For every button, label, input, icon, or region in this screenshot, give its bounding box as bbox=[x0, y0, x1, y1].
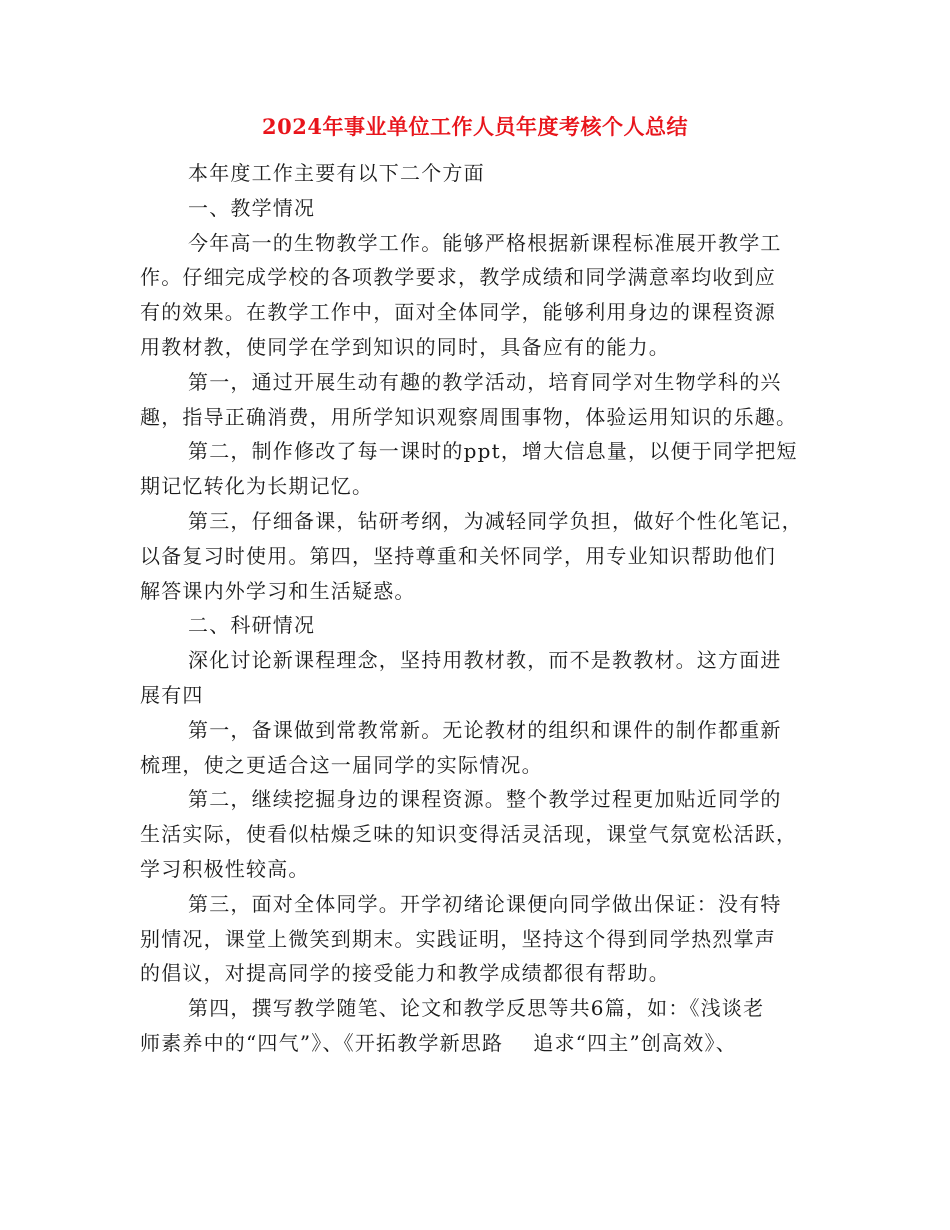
paragraph-line: 一、教学情况 bbox=[188, 195, 316, 220]
paragraph-line: 学习积极性较高。 bbox=[140, 856, 310, 881]
paragraph-line: 第三，仔细备课，钻研考纲，为减轻同学负担，做好个性化笔记， bbox=[188, 508, 803, 533]
paragraph-line-part: 师素养中的“四气”》、《开拓教学新思路 bbox=[140, 1030, 504, 1055]
paragraph-line: 梳理，使之更适合这一届同学的实际情况。 bbox=[140, 752, 543, 777]
paragraph-line: 第一，备课做到常教常新。无论教材的组织和课件的制作都重新 bbox=[188, 717, 782, 742]
paragraph-line: 第二，继续挖掘身边的课程资源。整个教学过程更加贴近同学的 bbox=[188, 787, 782, 812]
paragraph-line-part: 追求“四主”创高效》、 bbox=[533, 1030, 737, 1055]
paragraph-line: 作。仔细完成学校的各项教学要求，教学成绩和同学满意率均收到应 bbox=[140, 265, 776, 290]
paragraph-line: 期记忆转化为长期记忆。 bbox=[140, 474, 374, 499]
paragraph-line: 第一，通过开展生动有趣的教学活动，培育同学对生物学科的兴 bbox=[188, 369, 782, 394]
paragraph-line: 别情况，课堂上微笑到期末。实践证明，坚持这个得到同学热烈掌声 bbox=[140, 926, 776, 951]
paragraph-line: 深化讨论新课程理念，坚持用教材教，而不是教教材。这方面进 bbox=[188, 648, 782, 673]
paragraph-line: 今年高一的生物教学工作。能够严格根据新课程标准展开教学工 bbox=[188, 230, 782, 255]
paragraph-line: 解答课内外学习和生活疑惑。 bbox=[140, 578, 416, 603]
paragraph-line: 第二，制作修改了每一课时的ppt，增大信息量，以便于同学把短 bbox=[188, 439, 798, 464]
document-body bbox=[140, 156, 820, 1061]
paragraph-line: 以备复习时使用。第四，坚持尊重和关怀同学，用专业知识帮助他们 bbox=[140, 543, 776, 568]
paragraph-line: 有的效果。在教学工作中，面对全体同学，能够利用身边的课程资源 bbox=[140, 300, 776, 325]
paragraph-line: 本年度工作主要有以下二个方面 bbox=[188, 161, 485, 185]
paragraph-line bbox=[140, 1026, 820, 1061]
paragraph-line: 第三，面对全体同学。开学初绪论课便向同学做出保证：没有特 bbox=[188, 891, 782, 916]
paragraph-line: 生活实际，使看似枯燥乏味的知识变得活灵活现，课堂气氛宽松活跃， bbox=[140, 822, 798, 847]
paragraph-line: 的倡议，对提高同学的接受能力和教学成绩都很有帮助。 bbox=[140, 961, 670, 986]
paragraph-line: 趣，指导正确消费，用所学知识观察周围事物，体验运用知识的乐趣。 bbox=[140, 404, 798, 429]
paragraph-line: 用教材教，使同学在学到知识的同时，具备应有的能力。 bbox=[140, 334, 670, 359]
paragraph-line: 第四，撰写教学随笔、论文和教学反思等共6篇，如：《浅谈老 bbox=[188, 996, 765, 1021]
document-title: 2024年事业单位工作人员年度考核个人总结 bbox=[262, 114, 688, 139]
paragraph-line: 二、科研情况 bbox=[188, 613, 316, 638]
paragraph-line: 展有四 bbox=[140, 682, 204, 707]
